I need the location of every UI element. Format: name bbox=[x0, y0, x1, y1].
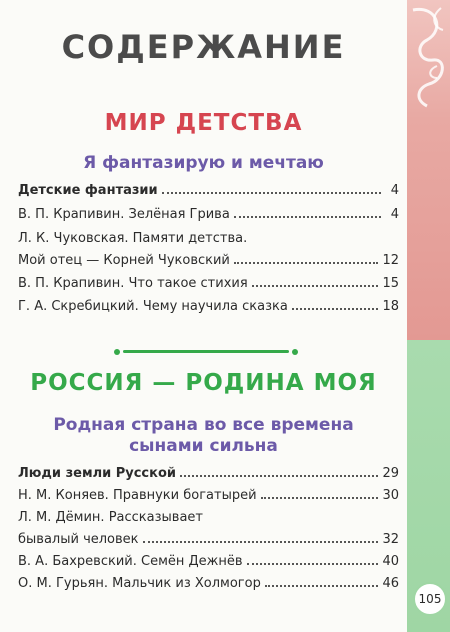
toc-entry[interactable] bbox=[18, 299, 399, 314]
entry-title: О. М. Гурьян. Мальчик из Холмогор bbox=[18, 576, 261, 591]
entry-title: В. А. Бахревский. Семён Дежнёв bbox=[18, 554, 243, 569]
entry-page: 12 bbox=[382, 253, 399, 268]
toc-entry[interactable] bbox=[18, 576, 399, 591]
subsection-title-line: Родная страна во все времена bbox=[53, 415, 354, 435]
dot-leader bbox=[252, 284, 379, 287]
section-title-2: РОССИЯ — РОДИНА МОЯ bbox=[30, 370, 377, 396]
toc-entry[interactable] bbox=[18, 183, 399, 198]
entry-page: 15 bbox=[382, 276, 399, 291]
toc-entry[interactable] bbox=[18, 276, 399, 291]
entry-title: Л. М. Дёмин. Рассказывает bbox=[18, 510, 203, 525]
dot-leader bbox=[265, 584, 379, 587]
divider-dot-left bbox=[114, 349, 120, 355]
entry-page: 40 bbox=[382, 554, 399, 569]
dot-leader bbox=[234, 261, 379, 264]
entry-title: Л. К. Чуковская. Памяти детства. bbox=[18, 231, 248, 246]
dot-leader bbox=[234, 215, 381, 218]
dot-leader bbox=[162, 191, 381, 194]
section-title-1: МИР ДЕТСТВА bbox=[104, 110, 303, 136]
entry-title: Г. А. Скребицкий. Чему научила сказка bbox=[18, 299, 288, 314]
page-number-badge: 105 bbox=[413, 582, 447, 616]
ornament-decoration bbox=[407, 0, 450, 110]
dot-leader bbox=[247, 562, 379, 565]
toc-entry[interactable] bbox=[18, 554, 399, 569]
entry-title: бывалый человек bbox=[18, 532, 139, 547]
entry-page: 46 bbox=[382, 576, 399, 591]
dot-leader bbox=[180, 474, 378, 477]
toc-entry[interactable] bbox=[18, 532, 399, 547]
section-divider bbox=[123, 350, 289, 353]
subsection-title-line: Я фантазирую и мечтаю bbox=[83, 153, 324, 173]
subsection-title-2 bbox=[0, 415, 407, 457]
entry-page: 18 bbox=[382, 299, 399, 314]
entry-page: 4 bbox=[390, 207, 399, 222]
entry-title: В. П. Крапивин. Что такое стихия bbox=[18, 276, 248, 291]
toc-entry[interactable] bbox=[18, 231, 399, 246]
entry-page: 4 bbox=[390, 183, 399, 198]
entry-page: 30 bbox=[382, 488, 399, 503]
toc-entry[interactable] bbox=[18, 207, 399, 222]
entry-title: Мой отец — Корней Чуковский bbox=[18, 253, 230, 268]
dot-leader bbox=[292, 307, 379, 310]
toc-entry[interactable] bbox=[18, 510, 399, 525]
entry-title: Н. М. Коняев. Правнуки богатырей bbox=[18, 488, 257, 503]
dot-leader bbox=[143, 540, 379, 543]
entry-title: Детские фантазии bbox=[18, 183, 158, 198]
toc-entry[interactable] bbox=[18, 253, 399, 268]
dot-leader bbox=[261, 496, 379, 499]
page-title: СОДЕРЖАНИЕ bbox=[61, 28, 346, 66]
entry-title: Люди земли Русской bbox=[18, 466, 176, 481]
subsection-title-1 bbox=[0, 153, 407, 174]
toc-entry[interactable] bbox=[18, 488, 399, 503]
entry-page: 29 bbox=[382, 466, 399, 481]
subsection-title-line: сынами сильна bbox=[129, 436, 278, 456]
entry-title: В. П. Крапивин. Зелёная Грива bbox=[18, 207, 230, 222]
entry-page: 32 bbox=[382, 532, 399, 547]
toc-entry[interactable] bbox=[18, 466, 399, 481]
divider-dot-right bbox=[292, 349, 298, 355]
